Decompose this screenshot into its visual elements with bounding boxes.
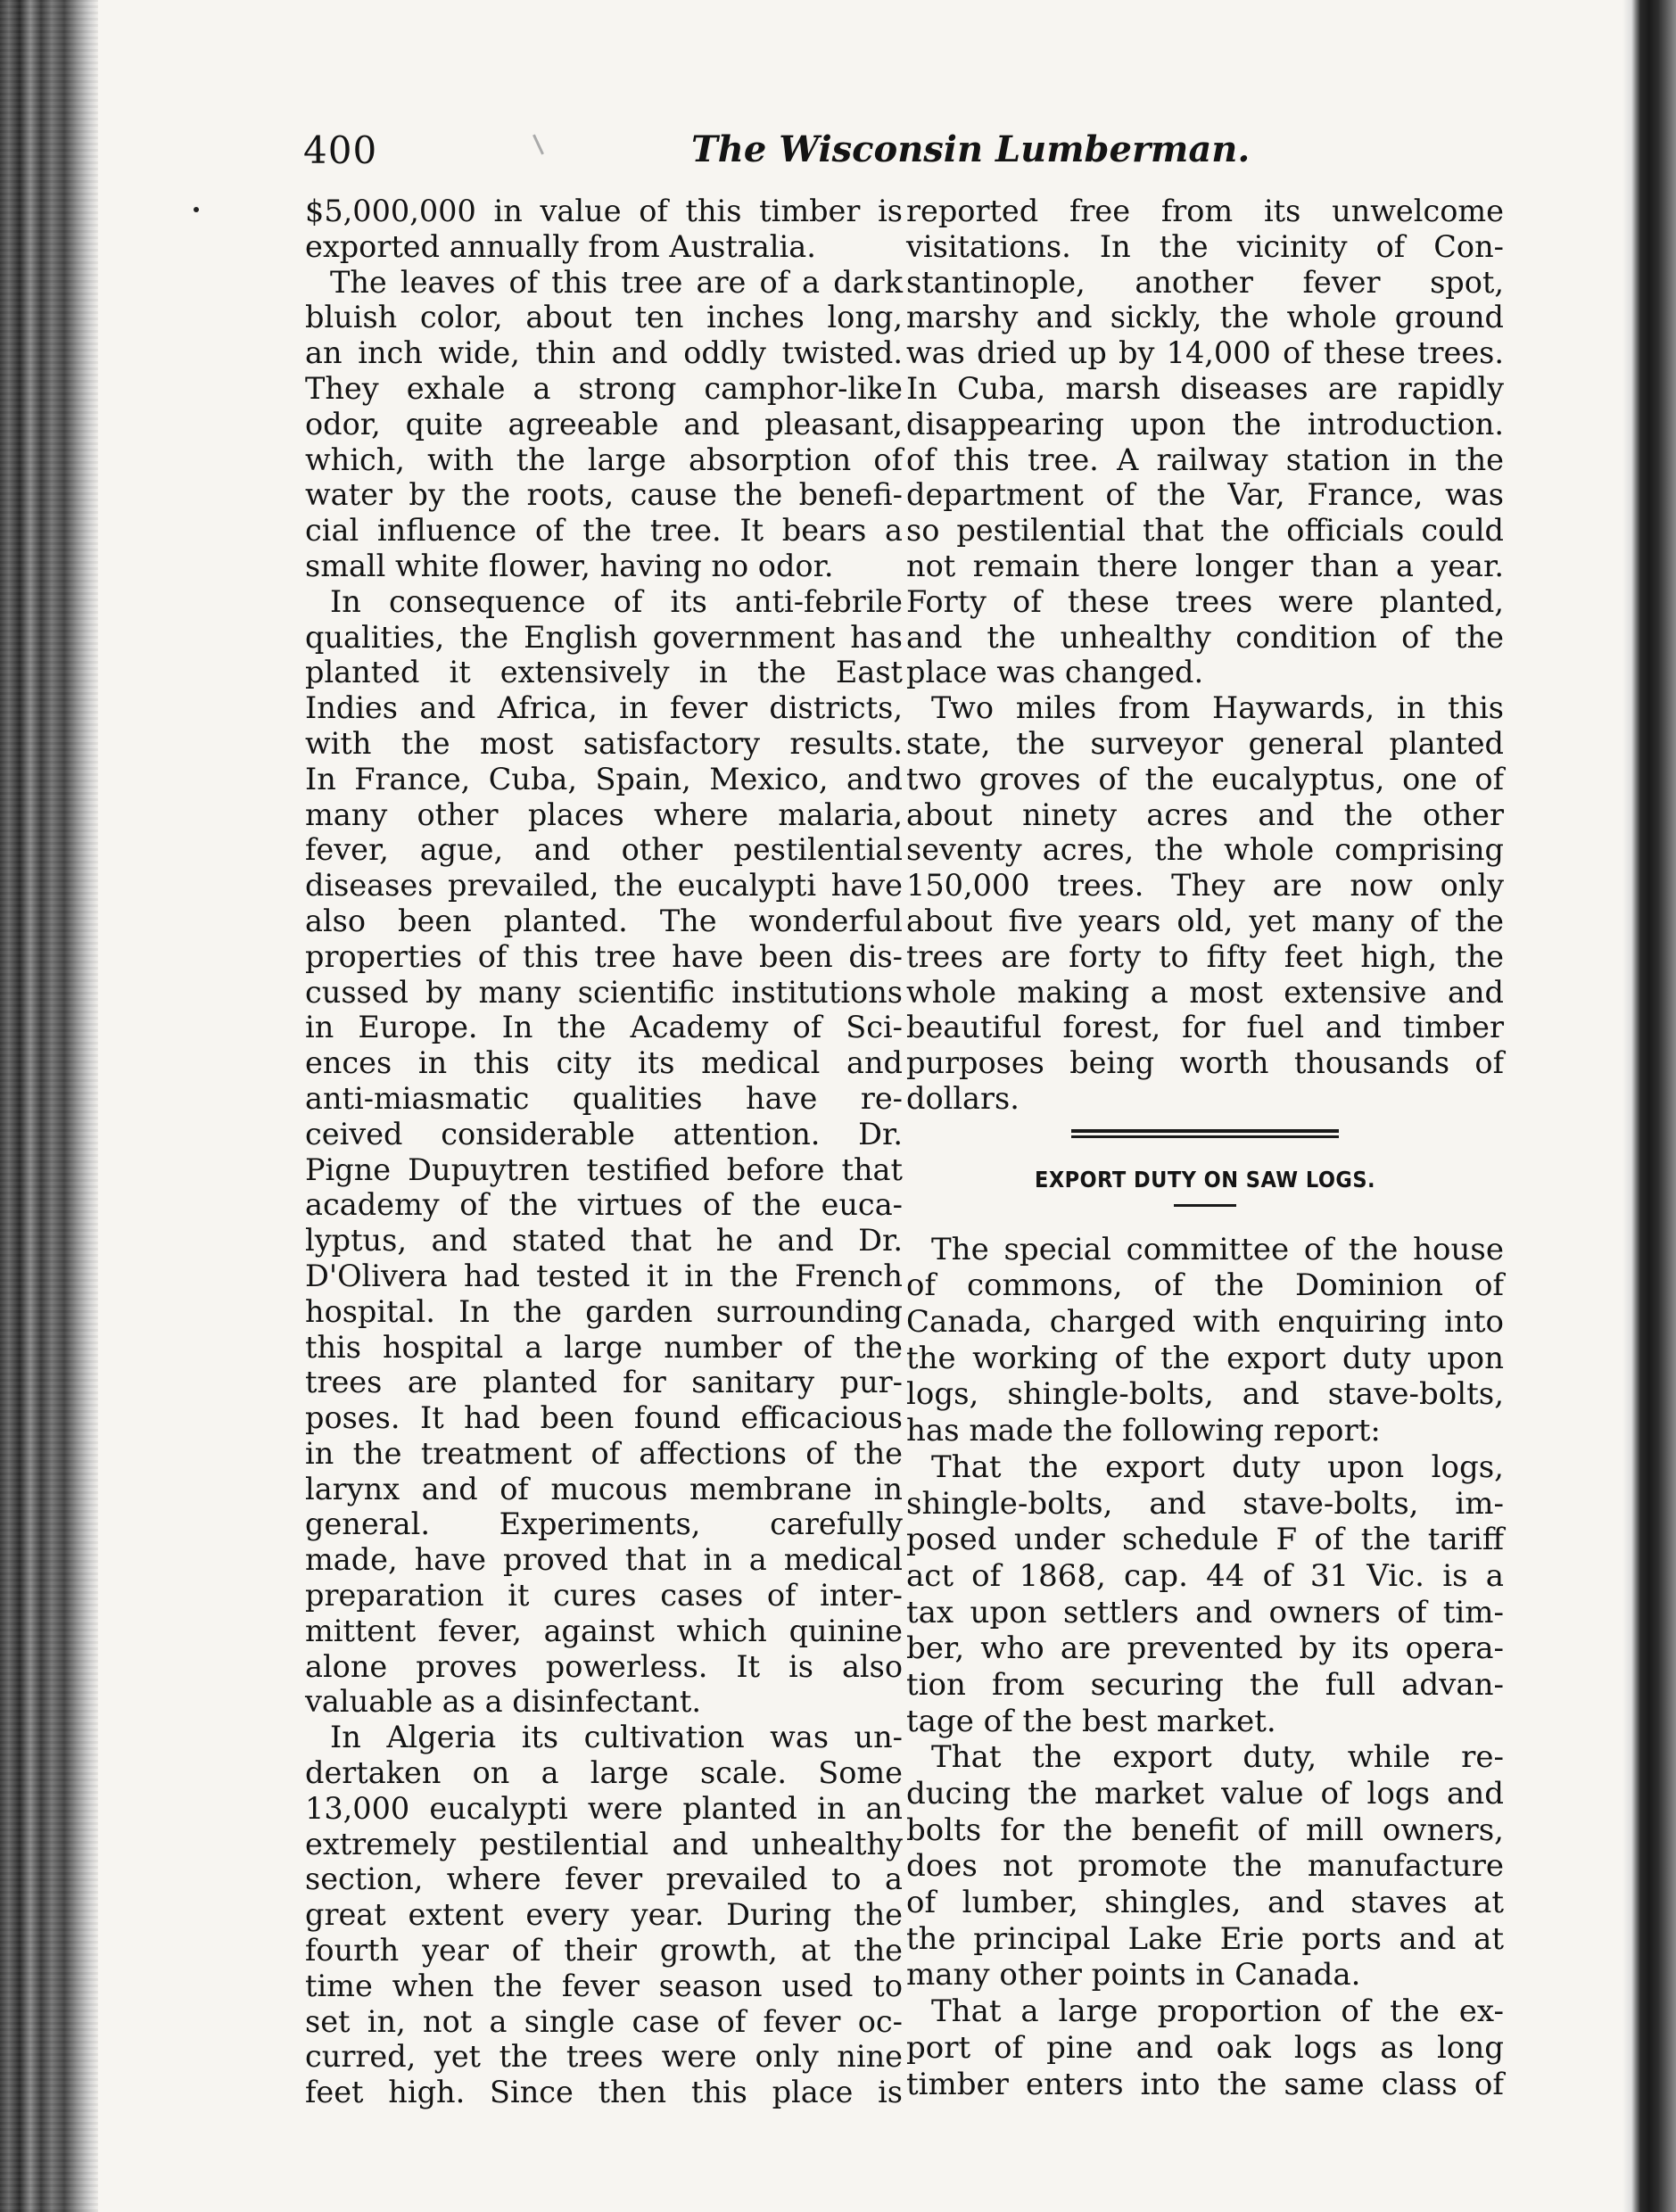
text-line: port of pine and oak logs as long xyxy=(906,2029,1504,2066)
text-line: tax upon settlers and owners of tim- xyxy=(906,1594,1504,1630)
text-line: and the unhealthy condition of the xyxy=(906,619,1504,655)
text-line: stantinople, another fever spot, xyxy=(906,264,1504,300)
text-line: the working of the export duty upon xyxy=(906,1340,1504,1376)
text-line: so pestilential that the officials could xyxy=(906,513,1504,549)
text-line: ences in this city its medical and xyxy=(305,1045,903,1081)
text-line: bluish color, about ten inches long, xyxy=(305,300,903,335)
text-line: marshy and sickly, the whole ground xyxy=(906,300,1504,335)
text-line: section, where fever prevailed to a xyxy=(305,1861,903,1897)
text-line: anti-miasmatic qualities have re- xyxy=(305,1080,903,1116)
text-line: hospital. In the garden surrounding xyxy=(305,1293,903,1329)
section-divider xyxy=(1071,1129,1339,1138)
text-line: planted it extensively in the East xyxy=(305,655,903,690)
text-line: alone proves powerless. It is also xyxy=(305,1648,903,1684)
text-line: many other points in Canada. xyxy=(906,1957,1361,1993)
text-line: Indies and Africa, in fever districts, xyxy=(305,690,903,726)
text-line: an inch wide, thin and oddly twisted. xyxy=(305,335,903,371)
binding-gutter xyxy=(0,0,98,2212)
text-line: curred, yet the trees were only nine xyxy=(305,2039,903,2075)
text-line: The leaves of this tree are of a dark xyxy=(330,264,903,300)
text-line: cial influence of the tree. It bears a xyxy=(305,513,903,549)
page-number: 400 xyxy=(303,128,378,172)
text-line: place was changed. xyxy=(906,655,1204,690)
text-line: disappearing upon the introduction. xyxy=(906,406,1504,442)
text-line: trees are planted for sanitary pur- xyxy=(305,1365,903,1400)
section-heading: EXPORT DUTY ON SAW LOGS. xyxy=(1035,1166,1375,1193)
text-line: also been planted. The wonderful xyxy=(305,903,903,938)
text-line: In Algeria its cultivation was un- xyxy=(330,1720,903,1755)
text-line: this hospital a large number of the xyxy=(305,1329,903,1365)
text-line: That a large proportion of the ex- xyxy=(931,1993,1504,2030)
text-line: The special committee of the house xyxy=(931,1231,1504,1267)
text-line: They exhale a strong camphor-like xyxy=(305,370,903,406)
text-line: timber enters into the same class of xyxy=(906,2066,1504,2102)
text-line: tage of the best market. xyxy=(906,1703,1276,1739)
text-line: feet high. Since then this place is xyxy=(305,2075,903,2110)
running-title: The Wisconsin Lumberman. xyxy=(691,128,1251,170)
text-line: Canada, charged with enquiring into xyxy=(906,1304,1504,1341)
text-line: was dried up by 14,000 of these trees. xyxy=(906,335,1504,371)
text-line: state, the surveyor general planted xyxy=(906,725,1504,761)
text-line: the principal Lake Erie ports and at xyxy=(906,1920,1504,1957)
text-line: has made the following report: xyxy=(906,1413,1381,1449)
text-line: That the export duty, while re- xyxy=(931,1739,1504,1776)
text-line: which, with the large absorption of xyxy=(305,442,903,477)
text-line: 150,000 trees. They are now only xyxy=(906,868,1504,904)
text-line: great extent every year. During the xyxy=(305,1897,903,1933)
text-line: fever, ague, and other pestilential xyxy=(305,832,903,868)
text-line: small white flower, having no odor. xyxy=(305,548,834,583)
text-line: visitations. In the vicinity of Con- xyxy=(906,228,1504,264)
text-line: about five years old, yet many of the xyxy=(906,903,1504,938)
page-header xyxy=(303,128,1249,182)
text-line: Pigne Dupuytren testified before that xyxy=(305,1151,903,1187)
text-line: fourth year of their growth, at the xyxy=(305,1933,903,1969)
heading-underline xyxy=(1174,1204,1236,1207)
text-line: in Europe. In the Academy of Sci- xyxy=(305,1010,903,1045)
text-line: reported free from its unwelcome xyxy=(906,194,1504,228)
text-line: time when the fever season used to xyxy=(305,1968,903,2003)
text-line: posed under schedule F of the tariff xyxy=(906,1522,1504,1558)
text-line: ducing the market value of logs and xyxy=(906,1776,1504,1812)
text-line: diseases prevailed, the eucalypti have xyxy=(305,868,903,904)
text-line: does not promote the manufacture xyxy=(906,1848,1504,1885)
text-line: larynx and of mucous membrane in xyxy=(305,1471,903,1506)
text-line: two groves of the eucalyptus, one of xyxy=(906,761,1504,796)
text-line: ceived considerable attention. Dr. xyxy=(305,1116,903,1151)
text-line: extremely pestilential and unhealthy xyxy=(305,1826,903,1861)
text-line: Forty of these trees were planted, xyxy=(906,583,1504,619)
text-line: academy of the virtues of the euca- xyxy=(305,1187,903,1223)
text-line: cussed by many scientific institutions xyxy=(305,974,903,1010)
text-line: purposes being worth thousands of xyxy=(906,1045,1504,1081)
right-column xyxy=(906,194,1504,2102)
text-line: in the treatment of affections of the xyxy=(305,1435,903,1471)
text-line: Two miles from Haywards, in this xyxy=(931,690,1504,726)
text-line: beautiful forest, for fuel and timber xyxy=(906,1010,1504,1045)
text-line: of lumber, shingles, and staves at xyxy=(906,1885,1504,1921)
text-line: $5,000,000 in value of this timber is xyxy=(305,194,903,228)
text-line: ber, who are prevented by its opera- xyxy=(906,1630,1504,1667)
text-line: That the export duty upon logs, xyxy=(931,1449,1504,1485)
text-line: valuable as a disinfectant. xyxy=(305,1684,701,1720)
text-line: seventy acres, the whole comprising xyxy=(906,832,1504,868)
text-line: In France, Cuba, Spain, Mexico, and xyxy=(305,761,903,796)
text-line: dertaken on a large scale. Some xyxy=(305,1755,903,1791)
text-line: water by the roots, cause the benefi- xyxy=(305,477,903,513)
text-line: bolts for the benefit of mill owners, xyxy=(906,1812,1504,1848)
text-line: mittent fever, against which quinine xyxy=(305,1613,903,1648)
text-line: lyptus, and stated that he and Dr. xyxy=(305,1223,903,1259)
text-line: trees are forty to fifty feet high, the xyxy=(906,938,1504,974)
text-line: with the most satisfactory results. xyxy=(305,725,903,761)
right-column-bottom-text xyxy=(906,1232,1504,2103)
text-line: whole making a most extensive and xyxy=(906,974,1504,1010)
text-line: made, have proved that in a medical xyxy=(305,1542,903,1578)
text-line: shingle-bolts, and stave-bolts, im- xyxy=(906,1485,1504,1522)
text-line: 13,000 eucalypti were planted in an xyxy=(305,1790,903,1826)
margin-mark xyxy=(194,207,199,212)
text-line: In Cuba, marsh diseases are rapidly xyxy=(906,370,1504,406)
text-line: D'Olivera had tested it in the French xyxy=(305,1258,903,1293)
text-line: properties of this tree have been dis- xyxy=(305,938,903,974)
text-line: of this tree. A railway station in the xyxy=(906,442,1504,477)
text-line: qualities, the English government has xyxy=(305,619,903,655)
text-line: set in, not a single case of fever oc- xyxy=(305,2003,903,2039)
text-line: In consequence of its anti-febrile xyxy=(330,583,903,619)
text-line: about ninety acres and the other xyxy=(906,796,1504,832)
right-column-top-text xyxy=(906,194,1504,1117)
text-line: dollars. xyxy=(906,1080,1020,1116)
text-line: act of 1868, cap. 44 of 31 Vic. is a xyxy=(906,1557,1504,1594)
text-line: not remain there longer than a year. xyxy=(906,548,1504,583)
text-line: of commons, of the Dominion of xyxy=(906,1267,1504,1304)
left-column xyxy=(305,194,903,2110)
text-line: tion from securing the full advan- xyxy=(906,1666,1504,1703)
text-line: odor, quite agreeable and pleasant, xyxy=(305,406,903,442)
text-line: preparation it cures cases of inter- xyxy=(305,1578,903,1614)
text-line: poses. It had been found efficacious xyxy=(305,1400,903,1436)
page-edge-shadow xyxy=(1622,0,1676,2212)
text-line: exported annually from Australia. xyxy=(305,228,816,264)
text-line: many other places where malaria, xyxy=(305,796,903,832)
text-line: logs, shingle-bolts, and stave-bolts, xyxy=(906,1376,1504,1413)
text-line: general. Experiments, carefully xyxy=(305,1506,903,1542)
text-line: department of the Var, France, was xyxy=(906,477,1504,513)
